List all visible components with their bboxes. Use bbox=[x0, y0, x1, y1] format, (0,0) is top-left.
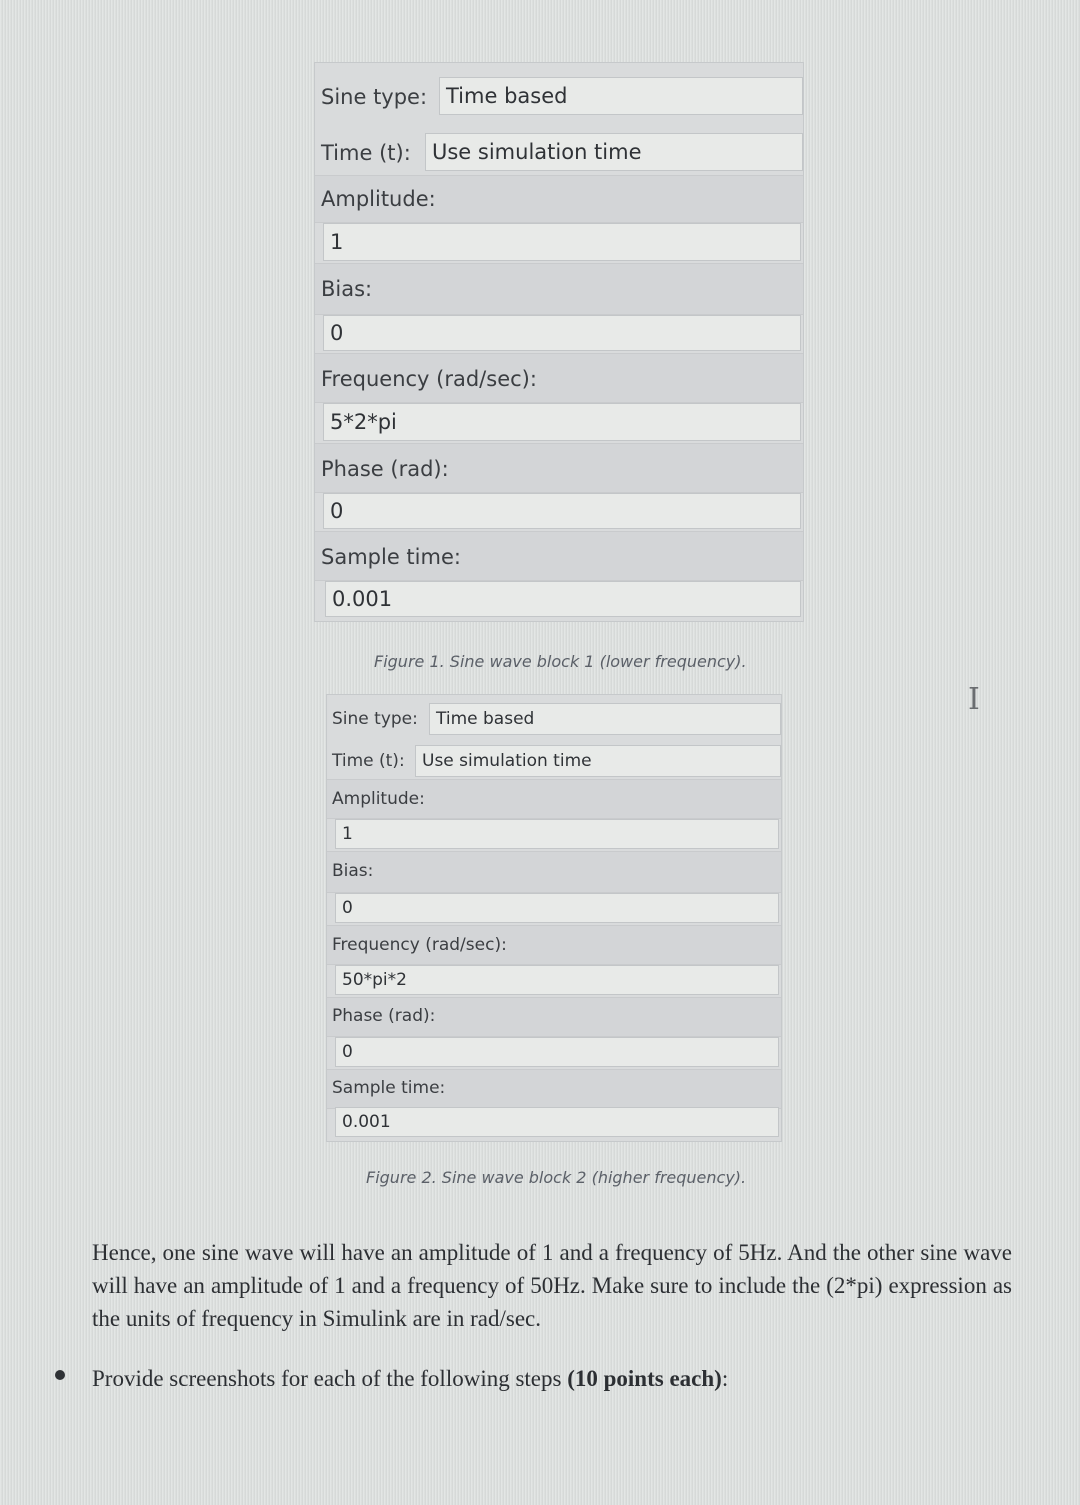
amplitude-label-row bbox=[315, 179, 803, 219]
bullet-dot-icon bbox=[55, 1370, 65, 1380]
text-cursor-icon: I bbox=[968, 682, 980, 717]
figure-1-caption: Figure 1. Sine wave block 1 (lower frequency). bbox=[374, 652, 747, 671]
instruction-points: (10 points each) bbox=[567, 1366, 722, 1391]
sine-type-label: Sine type: bbox=[332, 709, 418, 729]
time-select[interactable]: Use simulation time bbox=[425, 133, 803, 171]
frequency-label: Frequency (rad/sec): bbox=[321, 367, 537, 391]
sample-time-label-row bbox=[327, 1072, 781, 1104]
frequency-input[interactable]: 50*pi*2 bbox=[335, 965, 779, 995]
frequency-label-row bbox=[315, 359, 803, 399]
sample-time-label-row bbox=[315, 537, 803, 577]
time-label: Time (t): bbox=[332, 751, 405, 771]
sample-time-input[interactable]: 0.001 bbox=[335, 1107, 779, 1137]
amplitude-label: Amplitude: bbox=[321, 187, 436, 211]
frequency-input[interactable]: 5*2*pi bbox=[323, 403, 801, 441]
sine-wave-block-2-panel bbox=[326, 694, 782, 1142]
amplitude-label-row bbox=[327, 783, 781, 815]
bias-input[interactable]: 0 bbox=[323, 315, 801, 351]
amplitude-input[interactable]: 1 bbox=[323, 223, 801, 261]
instruction-text: Provide screenshots for each of the following steps bbox=[92, 1366, 568, 1391]
phase-label: Phase (rad): bbox=[321, 457, 449, 481]
sample-time-input[interactable]: 0.001 bbox=[325, 581, 801, 617]
frequency-label-row bbox=[327, 929, 781, 961]
bias-label: Bias: bbox=[321, 277, 373, 301]
sine-type-label: Sine type: bbox=[321, 85, 428, 109]
figure-2-caption: Figure 2. Sine wave block 2 (higher frequency). bbox=[366, 1168, 747, 1187]
explanation-paragraph: Hence, one sine wave will have an amplitude of 1 and a frequency of 5Hz. And the other sine wave will have an amplitude of 1 and a frequency of 50Hz. Make sure to include the (2*pi) expression as the units of frequency in Simulink are in rad/sec. bbox=[92, 1240, 1012, 1331]
frequency-label: Frequency (rad/sec): bbox=[332, 935, 507, 955]
bias-label-row bbox=[315, 269, 803, 309]
phase-input[interactable]: 0 bbox=[335, 1037, 779, 1067]
phase-label: Phase (rad): bbox=[332, 1006, 436, 1026]
bias-label-row bbox=[327, 855, 781, 887]
phase-label-row bbox=[315, 449, 803, 489]
time-select[interactable]: Use simulation time bbox=[415, 745, 781, 777]
amplitude-label: Amplitude: bbox=[332, 789, 425, 809]
sample-time-label: Sample time: bbox=[332, 1078, 446, 1098]
bias-label: Bias: bbox=[332, 861, 374, 881]
bias-input[interactable]: 0 bbox=[335, 893, 779, 923]
phase-label-row bbox=[327, 1000, 781, 1032]
phase-input[interactable]: 0 bbox=[323, 493, 801, 529]
instruction-bullet bbox=[92, 1366, 728, 1392]
sine-wave-block-1-panel bbox=[314, 62, 804, 622]
sample-time-label: Sample time: bbox=[321, 545, 461, 569]
sine-type-select[interactable]: Time based bbox=[429, 703, 781, 735]
sine-type-select[interactable]: Time based bbox=[439, 77, 803, 115]
amplitude-input[interactable]: 1 bbox=[335, 819, 779, 849]
time-label: Time (t): bbox=[321, 141, 411, 165]
instruction-suffix: : bbox=[721, 1366, 729, 1391]
